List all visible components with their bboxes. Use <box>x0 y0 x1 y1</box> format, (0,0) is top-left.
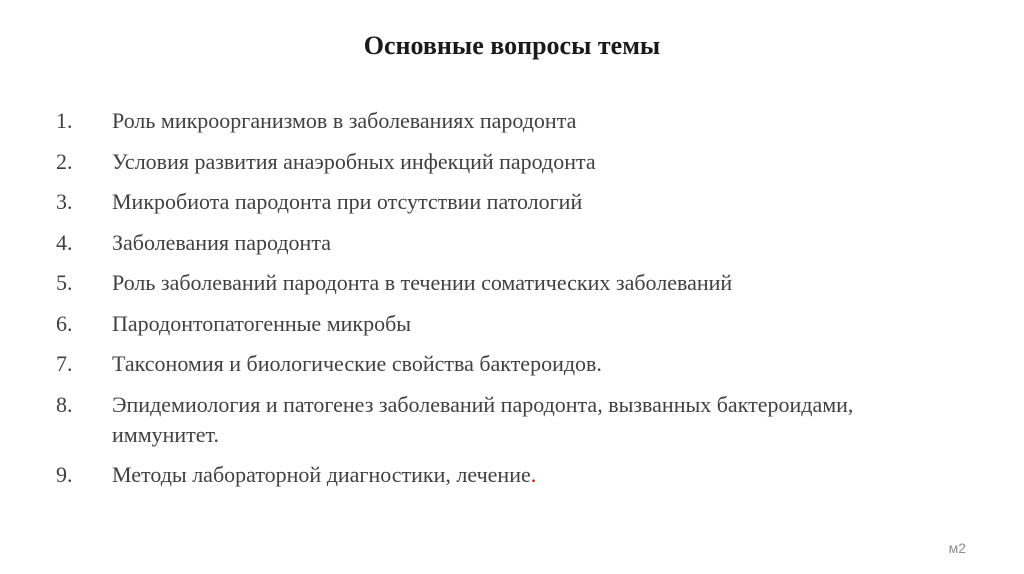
item-text: Микробиота пародонта при отсутствии патологий <box>112 189 583 214</box>
list-item <box>56 268 956 298</box>
slide-footer-label: м2 <box>948 540 966 556</box>
item-text: Эпидемиология и патогенез заболеваний пародонта, вызванных бактероидами, иммунитет. <box>112 391 854 447</box>
slide-title: Основные вопросы темы <box>363 31 661 60</box>
item-text: Роль микроорганизмов в заболеваниях пародонта <box>112 108 577 133</box>
item-text: Заболевания пародонта <box>112 229 331 255</box>
list-item <box>56 460 956 490</box>
accent-period: . <box>530 462 537 487</box>
item-number: 1. <box>56 108 73 133</box>
list-item <box>56 187 956 217</box>
item-text: Методы лабораторной диагностики, лечение <box>112 462 531 487</box>
item-number: 8. <box>56 391 73 417</box>
list-item <box>56 390 956 450</box>
item-text: Пародонтопатогенные микробы <box>112 310 412 336</box>
list-item <box>56 106 956 136</box>
list-item <box>56 309 956 339</box>
item-text: Роль заболеваний пародонта в течении соматических заболеваний <box>112 270 733 295</box>
item-text-wrapper <box>112 460 956 490</box>
topics-list <box>56 106 956 501</box>
item-number: 2. <box>56 148 73 174</box>
item-number: 3. <box>56 189 73 214</box>
item-number: 7. <box>56 351 73 376</box>
list-item <box>56 228 956 258</box>
item-number: 4. <box>56 229 73 255</box>
list-item <box>56 349 956 379</box>
item-number: 9. <box>56 462 73 487</box>
item-text: Таксономия и биологические свойства бактероидов. <box>112 351 602 376</box>
item-number: 5. <box>56 270 73 295</box>
item-number: 6. <box>56 310 73 336</box>
item-text: Условия развития анаэробных инфекций пародонта <box>112 148 596 174</box>
list-item <box>56 147 956 177</box>
